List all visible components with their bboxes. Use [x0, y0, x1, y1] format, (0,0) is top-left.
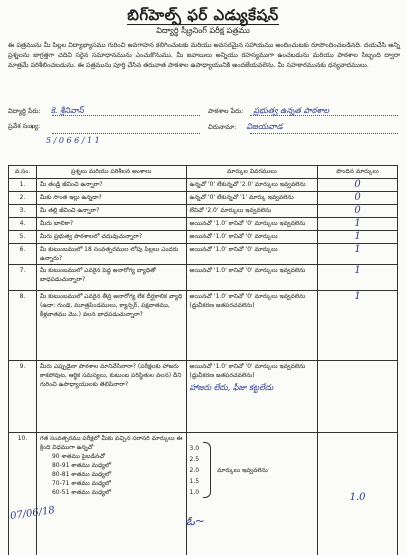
- row-num: 8.: [9, 291, 37, 361]
- date-signature: 07/06/18: [9, 504, 56, 523]
- address-field: [208, 122, 283, 133]
- table-row: [9, 361, 398, 433]
- row-scoring-text: అయినచో '1.0' కానిచో '0' మార్కులు ఇవ్వవలెను: [189, 363, 306, 370]
- row-score: 1: [318, 244, 398, 265]
- row-num: 6.: [9, 244, 37, 265]
- handwritten-note: హాజరు లేదు, ఫీజు కట్టలేదు: [189, 383, 274, 392]
- parent-signature: ఓ~: [186, 514, 205, 528]
- student-name-value: కె. శ్రీనివాస్: [50, 106, 84, 115]
- row-scoring: [186, 361, 318, 433]
- admission-no-value: 5 / 0 6 6 / 1 1: [46, 136, 100, 145]
- row-score: 1: [318, 218, 398, 231]
- row-num: 4.: [9, 218, 37, 231]
- col-header-sl: వ.సం.: [9, 166, 37, 179]
- row-scoring: అయినచో '1.0' కానిచో '0' మార్కులు ఇవ్వవలెను: [186, 218, 318, 231]
- form-title: బిగ్‌హెల్ప్ ఫర్ ఎడ్యుకేషన్: [127, 6, 279, 24]
- row-scoring: లేనిచో '2.0' మార్కులు ఇవ్వవలెను: [186, 205, 318, 218]
- school-name-value: ప్రభుత్వ ఉన్నత పాఠశాల: [253, 106, 330, 115]
- row-score: 1: [318, 231, 398, 244]
- col-header-question: ప్రశ్నలు మరియు పరిశీలన అంశాలు: [36, 166, 186, 179]
- table-row: [9, 433, 398, 555]
- grade-scale-item: 90 శాతము పైబడినచో: [51, 453, 105, 460]
- address-value: విజయవాడ: [246, 122, 283, 131]
- row-num: 9.: [9, 361, 37, 433]
- row-num: 2.: [9, 192, 37, 205]
- row-score: 0: [318, 205, 398, 218]
- table-row: [9, 244, 398, 265]
- row-num: 3.: [9, 205, 37, 218]
- row-scoring-note: (ధ్రువీకరణ జతపరచవలెను): [189, 302, 255, 309]
- table-row: [9, 231, 398, 244]
- student-name-label: విద్యార్థి పేరు:: [8, 107, 41, 115]
- student-name-line: [52, 115, 200, 116]
- school-name-label: పాఠశాల పేరు:: [208, 107, 244, 115]
- grade-scale-item: 80-81 శాతము మధ్యలో: [51, 471, 112, 478]
- row-score: 1: [318, 265, 398, 291]
- col-header-score: పొందిన మార్కులు: [318, 166, 398, 179]
- row-question: మీ కుటుంబములో 18 సంవత్సరముల లోపు పిల్లలు ఎందరు ఉన్నారు?: [36, 244, 186, 265]
- row-question: మీకు సొంత ఇల్లు ఉన్నదా?: [36, 192, 186, 205]
- table-row: [9, 291, 398, 361]
- row-question: [36, 433, 186, 555]
- intro-paragraph: ఈ పత్రమును మీ పిల్లల విద్యాభ్యాసము గురించి అవగాహన కలిగించుటకు మరియు అవసరమైన సహాయము అందించుటకు రూపొందించబడినది. దయచేసి అన్ని ప్రశ్నలను జాగ్రత్తగా చదివి సరైన సమాధానమును ఎంచుకొనుము. మీ జవాబులు అన్నియు రహస్యముగా ఉంచబడును మరియు పాఠశాల సిబ్బంది ద్వారా మాత్రమే పరిశీలించబడును. ఈ పత్రమును పూర్తి చేసిన తరువాత పాఠశాల ఉపాధ్యాయునికి అందజేయవలెను. మీ సహకారమునకు ధన్యవాదములు.: [8, 41, 400, 70]
- school-name-line: [250, 115, 398, 116]
- row-question: మీ కుటుంబములో ఎవరైన పెద్ద అనారోగ్య వ్యాధితో బాధపడుచున్నారా?: [36, 265, 186, 291]
- row-scoring-note: (ధ్రువీకరణ జతపరచవలెను): [189, 372, 255, 379]
- row-scoring: [186, 433, 318, 555]
- admission-no-line: [52, 133, 200, 134]
- row-question: మీ తండ్రి జీవించి ఉన్నారా?: [36, 179, 186, 192]
- screening-table: [8, 165, 398, 555]
- grade-scale-item: 70-71 శాతము మధ్యలో: [51, 480, 112, 487]
- table-row: [9, 179, 398, 192]
- row-scoring: అయినచో '1.0' కానిచో '0' మార్కులు: [186, 244, 318, 265]
- row-question: మీరు ప్రభుత్వ పాఠశాలలో చదువుచున్నారా?: [36, 231, 186, 244]
- table-header-row: [9, 166, 398, 179]
- row-question: మీ కుటుంబములో ఎవరైన తీవ్ర అనారోగ్య లేక దీర్ఘకాలిక వ్యాధి (ఉదా: గుండె, మూత్రపిండములు, క్యాన్సర్, పక్షవాతము, కీళ్లవాతము మొ.) వలన బాధపడుచున్నారా?: [36, 291, 186, 361]
- row-score: 0: [318, 179, 398, 192]
- row-scoring: [186, 291, 318, 361]
- row-question: మీరు బాలికా?: [36, 218, 186, 231]
- table-row: [9, 205, 398, 218]
- admission-no-value-row: [38, 136, 100, 145]
- row-score: 1: [318, 291, 398, 361]
- row-num: 1.: [9, 179, 37, 192]
- score-scale-values: [190, 443, 204, 498]
- row-scoring: అయినచో '1.0' కానిచో '0' మార్కులు: [186, 231, 318, 244]
- scale-value: 1.5: [189, 477, 200, 485]
- row-question: మీ తల్లి జీవించి ఉన్నారా?: [36, 205, 186, 218]
- address-line: [250, 133, 398, 134]
- row-scoring: అయినచో '1.0' కానిచో '0' మార్కులు ఇవ్వవలెను: [186, 265, 318, 291]
- scale-value: 1.0: [189, 488, 200, 496]
- scale-value: 2.5: [189, 455, 200, 463]
- row-scoring-text: అయినచో '1.0' కానిచో '0' మార్కులు ఇవ్వవలెను: [189, 293, 306, 300]
- row-num: 7.: [9, 265, 37, 291]
- row-score: [318, 361, 398, 433]
- col-header-scoring: మార్కుల వివరములు: [186, 166, 318, 179]
- grade-scale-item: 80-91 శాతము మధ్యలో: [51, 462, 112, 469]
- scale-brace: [203, 442, 211, 498]
- row-scoring: ఉన్నచో '0' లేకున్నచో '1' మార్కు ఇవ్వవలెను: [186, 192, 318, 205]
- grade-scale-item: 60-51 శాతము మధ్యలో: [51, 489, 112, 496]
- table-row: [9, 265, 398, 291]
- row-scoring: ఉన్నచో '0' లేకున్నచో '2.0' మార్కులు ఇవ్వవలెను: [186, 179, 318, 192]
- scale-value: 3.0: [189, 444, 200, 452]
- table-row: [9, 218, 398, 231]
- grade-scale-list: [40, 452, 183, 497]
- row-num: 5.: [9, 231, 37, 244]
- scale-value: 2.0: [189, 466, 200, 474]
- score-scale: [190, 442, 315, 498]
- form-subtitle: విద్యార్థి స్క్రీనింగ్ పరీక్ష పత్రము: [156, 26, 250, 35]
- row-num: 10.: [9, 433, 37, 555]
- admission-no-field: [8, 122, 40, 132]
- row-question-text: గత సంవత్సరము పరీక్షలో మీకు వచ్చిన సరాసరి మార్కులు ఈ క్రింది విధముగా ఉన్నచో: [39, 435, 183, 451]
- address-label: చిరునామా:: [208, 123, 237, 131]
- table-row: [9, 192, 398, 205]
- row-scoring-text: మార్కులు ఇవ్వవలెను: [217, 466, 268, 474]
- admission-no-label: ప్రవేశ సంఖ్య:: [8, 122, 41, 130]
- row-score: 0: [318, 192, 398, 205]
- row-question: మీరు ఎప్పుడైనా పాఠశాల మానివేసినారా? (పరీక్షలకు హాజరు కాకపోవుట, ఆర్థిక సమస్యలు, కుటుంబ పరిస్థితుల వలన) దీని గురించి ఉపాధ్యాయులకు తెలిపినారా?: [36, 361, 186, 433]
- row-score: 1.0: [318, 433, 398, 555]
